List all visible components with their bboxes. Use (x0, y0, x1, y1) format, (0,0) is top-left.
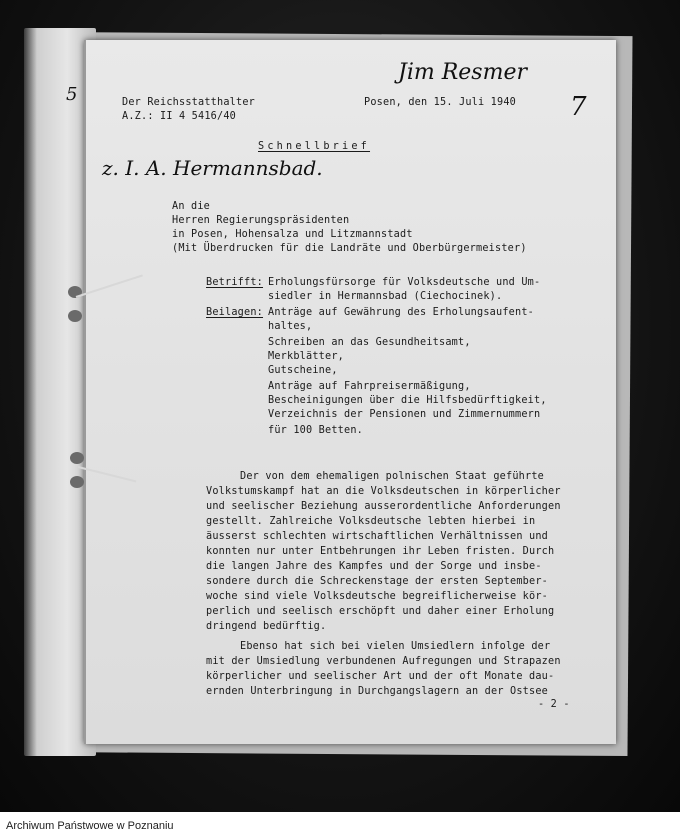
letter-type: Schnellbrief (258, 141, 371, 152)
subject-line: Erholungsfürsorge für Volksdeutsche und Um- (268, 277, 541, 288)
addressee-line: Herren Regierungspräsidenten (172, 215, 350, 226)
addressee-line: An die (172, 201, 211, 212)
body-line: körperlicher und seelischer Art und der oft Monate dau- (206, 671, 555, 682)
body-line: konnten nur unter Entbehrungen ihr Leben fristen. Durch (206, 546, 555, 557)
body-line: Ebenso hat sich bei vielen Umsiedlern infolge der (240, 641, 551, 652)
enclosure-line: Anträge auf Fahrpreisermäßigung, (268, 381, 471, 392)
body-line: dringend bedürftig. (206, 621, 327, 632)
body-line: woche sind viele Volksdeutsche begreiflicherweise kör- (206, 591, 549, 602)
enclosure-line: Verzeichnis der Pensionen und Zimmernummern (268, 409, 541, 420)
enclosure-line: Schreiben an das Gesundheitsamt, (268, 337, 471, 348)
enclosure-line: Anträge auf Gewährung des Erholungsaufent- (268, 307, 535, 318)
enclosure-line: Bescheinigungen über die Hilfsbedürftigkeit, (268, 395, 547, 406)
subject-line: siedler in Hermannsbad (Ciechocinek). (268, 291, 503, 302)
body-line: und seelischer Beziehung ausserordentliche Anforderungen (206, 501, 561, 512)
handwritten-name: Jim Resmer (398, 60, 527, 85)
handwritten-number: 7 (570, 92, 587, 122)
body-line: Der von dem ehemaligen polnischen Staat geführte (240, 471, 545, 482)
margin-mark: 5 (66, 84, 78, 105)
addressee-line: (Mit Überdrucken für die Landräte und Oberbürgermeister) (172, 243, 527, 254)
archive-credit: Archiwum Państwowe w Poznaniu (6, 820, 174, 832)
reference-line: A.Z.: II 4 5416/40 (122, 111, 237, 122)
letter-sheet (66, 40, 616, 744)
punch-hole (70, 452, 84, 464)
enclosure-line: für 100 Betten. (268, 425, 364, 436)
body-line: gestellt. Zahlreiche Volksdeutsche lebten hierbei in (206, 516, 536, 527)
archive-credit-bar (0, 812, 680, 840)
body-line: die langen Jahre des Kampfes und der Sorge und insbe- (206, 561, 542, 572)
enclosures-label: Beilagen: (206, 307, 264, 318)
subject-label: Betrifft: (206, 277, 264, 288)
authority-line: Der Reichsstatthalter (122, 97, 256, 108)
page-marker: - 2 - (538, 699, 570, 710)
body-line: ernden Unterbringung in Durchgangslagern an der Ostsee (206, 686, 549, 697)
punch-hole (68, 310, 82, 322)
enclosure-line: haltes, (268, 321, 313, 332)
handwritten-note: z. I. A. Hermannsbad. (102, 156, 323, 180)
body-line: Volkstumskampf hat an die Volksdeutschen in körperlicher (206, 486, 561, 497)
enclosure-line: Merkblätter, (268, 351, 345, 362)
punch-hole (70, 476, 84, 488)
body-line: perlich und seelisch erschöpft und daher einer Erholung (206, 606, 555, 617)
body-line: mit der Umsiedlung verbundenen Aufregungen und Strapazen (206, 656, 561, 667)
place-date: Posen, den 15. Juli 1940 (364, 97, 517, 108)
enclosure-line: Gutscheine, (268, 365, 338, 376)
body-line: äusserst schlechten wirtschaftlichen Verhältnissen und (206, 531, 549, 542)
addressee-line: in Posen, Hohensalza und Litzmannstadt (172, 229, 413, 240)
body-line: sondere durch die Schreckenstage der ersten September- (206, 576, 549, 587)
